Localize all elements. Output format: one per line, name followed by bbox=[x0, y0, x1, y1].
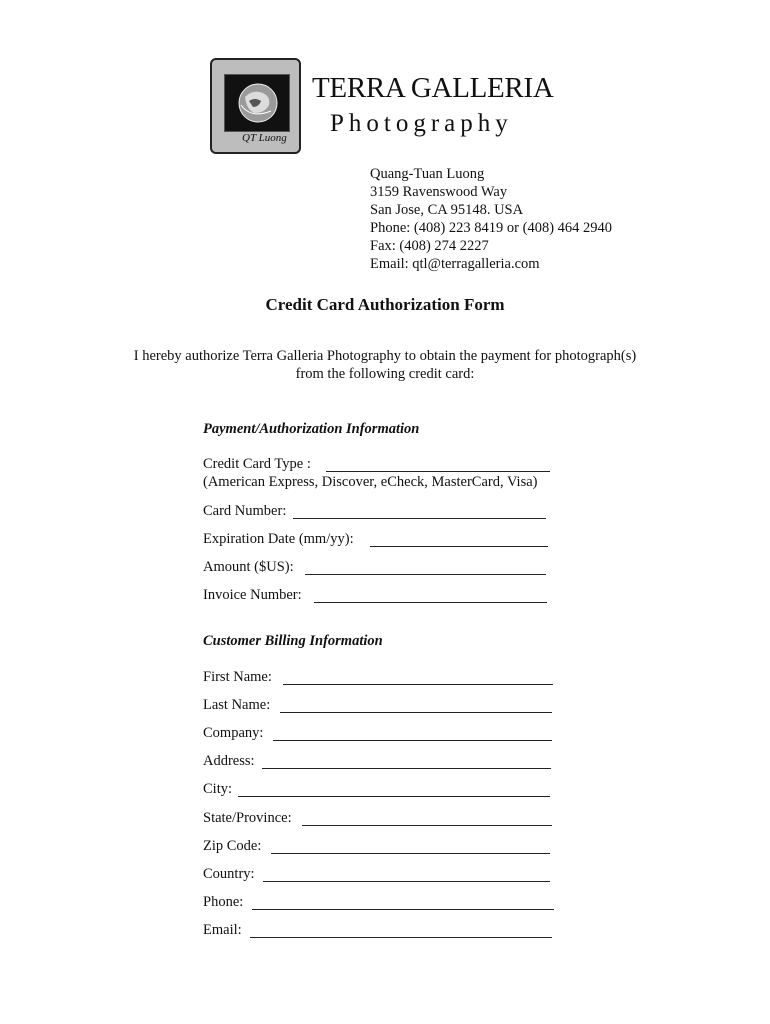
country-label: Country: bbox=[203, 866, 255, 882]
city-label: City: bbox=[203, 781, 233, 797]
expiration-label: Expiration Date (mm/yy): bbox=[203, 531, 354, 547]
invoice-field[interactable] bbox=[314, 602, 547, 603]
address-city: San Jose, CA 95148. USA bbox=[370, 202, 524, 218]
company-label: Company: bbox=[203, 725, 264, 741]
phone-label: Phone: bbox=[203, 894, 244, 910]
address-label: Address: bbox=[203, 753, 255, 769]
card-type-label: Credit Card Type : bbox=[203, 456, 311, 472]
address-block bbox=[370, 165, 612, 273]
invoice-label: Invoice Number: bbox=[203, 587, 302, 603]
city-field[interactable] bbox=[238, 796, 550, 797]
state-label: State/Province: bbox=[203, 810, 292, 826]
address-street: 3159 Ravenswood Way bbox=[370, 184, 508, 200]
address-fax: Fax: (408) 274 2227 bbox=[370, 238, 489, 254]
last-name-field[interactable] bbox=[280, 712, 552, 713]
brand-subtitle: Photography bbox=[330, 110, 513, 137]
email-field[interactable] bbox=[250, 937, 552, 938]
amount-field[interactable] bbox=[305, 574, 546, 575]
card-type-options: (American Express, Discover, eCheck, MasterCard, Visa) bbox=[203, 474, 538, 490]
first-name-field[interactable] bbox=[283, 684, 553, 685]
payment-section-title: Payment/Authorization Information bbox=[203, 421, 420, 437]
card-number-field[interactable] bbox=[293, 518, 546, 519]
amount-label: Amount ($US): bbox=[203, 559, 294, 575]
state-field[interactable] bbox=[302, 825, 552, 826]
logo-signature: QT Luong bbox=[242, 132, 287, 144]
intro-text bbox=[0, 347, 770, 383]
last-name-label: Last Name: bbox=[203, 697, 271, 713]
intro-line-2: from the following credit card: bbox=[295, 366, 475, 382]
address-field[interactable] bbox=[262, 768, 551, 769]
logo-image bbox=[224, 74, 290, 132]
intro-line-1: I hereby authorize Terra Galleria Photography to obtain the payment for photograph(s) bbox=[133, 348, 637, 364]
first-name-label: First Name: bbox=[203, 669, 272, 685]
expiration-field[interactable] bbox=[370, 546, 548, 547]
company-field[interactable] bbox=[273, 740, 552, 741]
email-label: Email: bbox=[203, 922, 242, 938]
phone-field[interactable] bbox=[252, 909, 554, 910]
form-title: Credit Card Authorization Form bbox=[265, 295, 505, 314]
address-phone: Phone: (408) 223 8419 or (408) 464 2940 bbox=[370, 220, 613, 236]
zip-label: Zip Code: bbox=[203, 838, 262, 854]
address-name: Quang-Tuan Luong bbox=[370, 166, 485, 182]
country-field[interactable] bbox=[263, 881, 550, 882]
address-email: Email: qtl@terragalleria.com bbox=[370, 256, 540, 272]
card-number-label: Card Number: bbox=[203, 503, 287, 519]
logo bbox=[210, 58, 301, 154]
brand-title: TERRA GALLERIA bbox=[312, 72, 554, 104]
card-type-field[interactable] bbox=[326, 471, 550, 472]
zip-field[interactable] bbox=[271, 853, 550, 854]
billing-section-title: Customer Billing Information bbox=[203, 633, 383, 649]
